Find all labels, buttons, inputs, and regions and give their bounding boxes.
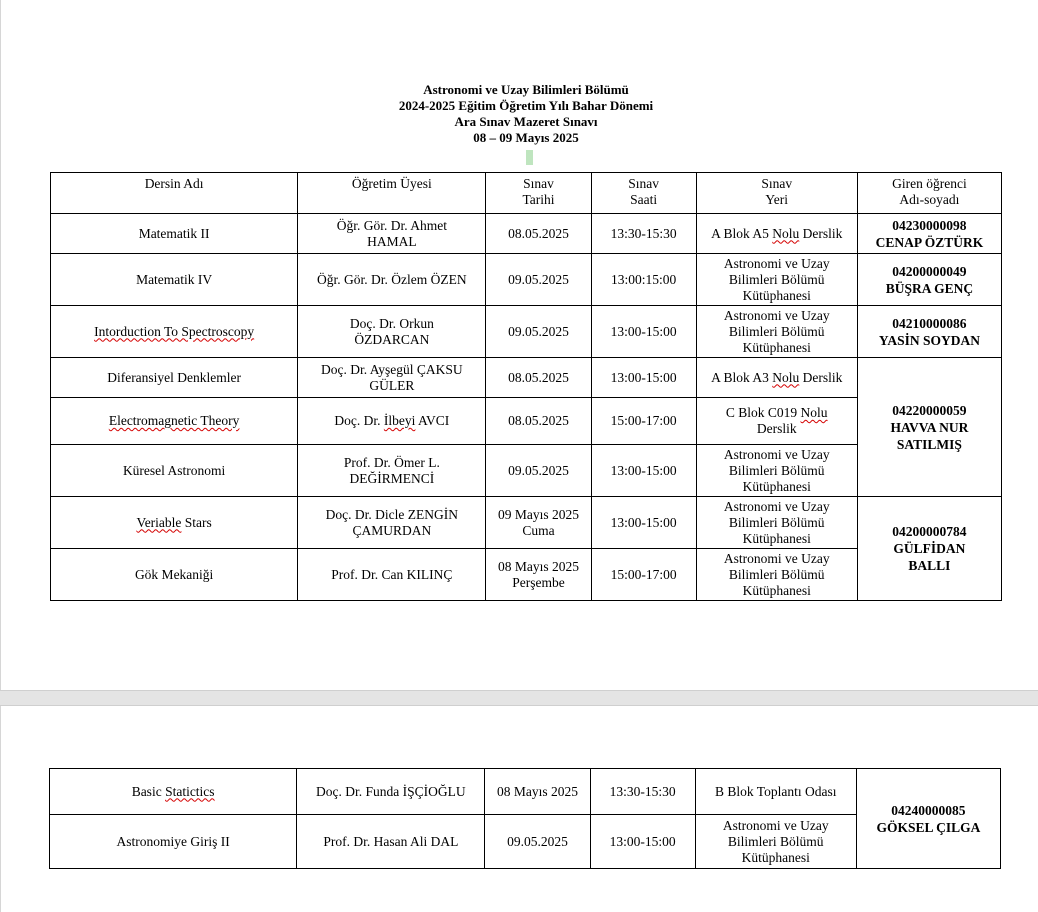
date-cell: 08.05.2025 bbox=[486, 358, 591, 398]
course-cell: Veriable Stars bbox=[51, 497, 298, 549]
table-row bbox=[51, 214, 1002, 254]
department-title: Astronomi ve Uzay Bilimleri Bölümü bbox=[423, 82, 629, 97]
exam-dates: 08 – 09 Mayıs 2025 bbox=[473, 130, 579, 145]
course-cell: Electromagnetic Theory bbox=[51, 398, 298, 445]
exam-schedule-table bbox=[50, 172, 1002, 601]
instructor-cell: Doç. Dr. Orkun ÖZDARCAN bbox=[298, 306, 486, 358]
instructor-cell: Öğr. Gör. Dr. Ahmet HAMAL bbox=[298, 214, 486, 254]
date-cell: 08 Mayıs 2025 bbox=[485, 769, 590, 815]
instructor-cell: Doç. Dr. Ayşegül ÇAKSU GÜLER bbox=[298, 358, 486, 398]
place-cell: Astronomi ve Uzay Bilimleri Bölümü Kütüphanesi bbox=[696, 549, 857, 601]
student-cell: 04200000784 GÜLFİDAN BALLI bbox=[857, 497, 1001, 601]
text-cursor bbox=[526, 150, 533, 165]
place-cell: Astronomi ve Uzay Bilimleri Bölümü Kütüphanesi bbox=[696, 445, 857, 497]
student-cell: 04200000049 BÜŞRA GENÇ bbox=[857, 254, 1001, 306]
time-cell: 13:00-15:00 bbox=[591, 497, 696, 549]
header-student: Giren öğrenci Adı-soyadı bbox=[857, 173, 1001, 214]
time-cell: 13:30-15:30 bbox=[591, 214, 696, 254]
exam-title: Ara Sınav Mazeret Sınavı bbox=[454, 114, 598, 129]
time-cell: 13:00-15:00 bbox=[591, 358, 696, 398]
table-row bbox=[50, 769, 1001, 815]
time-cell: 13:00-15:00 bbox=[591, 445, 696, 497]
place-cell: Astronomi ve Uzay Bilimleri Bölümü Kütüphanesi bbox=[696, 497, 857, 549]
table-row bbox=[51, 306, 1002, 358]
date-cell: 09.05.2025 bbox=[485, 815, 590, 869]
table-row bbox=[51, 358, 1002, 398]
date-cell: 08.05.2025 bbox=[486, 398, 591, 445]
time-cell: 15:00-17:00 bbox=[591, 398, 696, 445]
course-cell: Diferansiyel Denklemler bbox=[51, 358, 298, 398]
course-cell: Matematik II bbox=[51, 214, 298, 254]
place-cell: A Blok A3 Nolu Derslik bbox=[696, 358, 857, 398]
document-header bbox=[1, 82, 1038, 146]
header-instructor: Öğretim Üyesi bbox=[298, 173, 486, 214]
course-cell: Küresel Astronomi bbox=[51, 445, 298, 497]
course-cell: Intorduction To Spectroscopy bbox=[51, 306, 298, 358]
instructor-cell: Doç. Dr. Dicle ZENGİN ÇAMURDAN bbox=[298, 497, 486, 549]
table-header-row bbox=[51, 173, 1002, 214]
place-cell: A Blok A5 Nolu Derslik bbox=[696, 214, 857, 254]
date-cell: 09.05.2025 bbox=[486, 306, 591, 358]
table-row bbox=[51, 497, 1002, 549]
instructor-cell: Doç. Dr. İlbeyi AVCI bbox=[298, 398, 486, 445]
time-cell: 15:00-17:00 bbox=[591, 549, 696, 601]
time-cell: 13:00-15:00 bbox=[590, 815, 695, 869]
student-cell: 04210000086 YASİN SOYDAN bbox=[857, 306, 1001, 358]
date-cell: 08 Mayıs 2025 Perşembe bbox=[486, 549, 591, 601]
student-cell: 04220000059 HAVVA NUR SATILMIŞ bbox=[857, 358, 1001, 497]
header-course: Dersin Adı bbox=[51, 173, 298, 214]
student-cell: 04240000085 GÖKSEL ÇILGA bbox=[856, 769, 1000, 869]
exam-schedule-table-page2 bbox=[49, 768, 1001, 869]
header-time: Sınav Saati bbox=[591, 173, 696, 214]
date-cell: 09 Mayıs 2025 Cuma bbox=[486, 497, 591, 549]
header-date: Sınav Tarihi bbox=[486, 173, 591, 214]
instructor-cell: Öğr. Gör. Dr. Özlem ÖZEN bbox=[298, 254, 486, 306]
course-cell: Basic Statictics bbox=[50, 769, 297, 815]
date-cell: 08.05.2025 bbox=[486, 214, 591, 254]
instructor-cell: Doç. Dr. Funda İŞÇİOĞLU bbox=[297, 769, 485, 815]
header-place: Sınav Yeri bbox=[696, 173, 857, 214]
time-cell: 13:00:15:00 bbox=[591, 254, 696, 306]
date-cell: 09.05.2025 bbox=[486, 445, 591, 497]
course-cell: Matematik IV bbox=[51, 254, 298, 306]
course-cell: Astronomiye Giriş II bbox=[50, 815, 297, 869]
academic-year: 2024-2025 Eğitim Öğretim Yılı Bahar Dönemi bbox=[398, 98, 654, 113]
place-cell: Astronomi ve Uzay Bilimleri Bölümü Kütüphanesi bbox=[696, 254, 857, 306]
table-row bbox=[51, 254, 1002, 306]
student-cell: 04230000098 CENAP ÖZTÜRK bbox=[857, 214, 1001, 254]
place-cell: Astronomi ve Uzay Bilimleri Bölümü Kütüphanesi bbox=[695, 815, 856, 869]
place-cell: C Blok C019 Nolu Derslik bbox=[696, 398, 857, 445]
date-cell: 09.05.2025 bbox=[486, 254, 591, 306]
instructor-cell: Prof. Dr. Ömer L. DEĞİRMENCİ bbox=[298, 445, 486, 497]
time-cell: 13:30-15:30 bbox=[590, 769, 695, 815]
course-cell: Gök Mekaniği bbox=[51, 549, 298, 601]
page-break bbox=[0, 690, 1038, 706]
place-cell: Astronomi ve Uzay Bilimleri Bölümü Kütüphanesi bbox=[696, 306, 857, 358]
instructor-cell: Prof. Dr. Can KILINÇ bbox=[298, 549, 486, 601]
time-cell: 13:00-15:00 bbox=[591, 306, 696, 358]
instructor-cell: Prof. Dr. Hasan Ali DAL bbox=[297, 815, 485, 869]
place-cell: B Blok Toplantı Odası bbox=[695, 769, 856, 815]
